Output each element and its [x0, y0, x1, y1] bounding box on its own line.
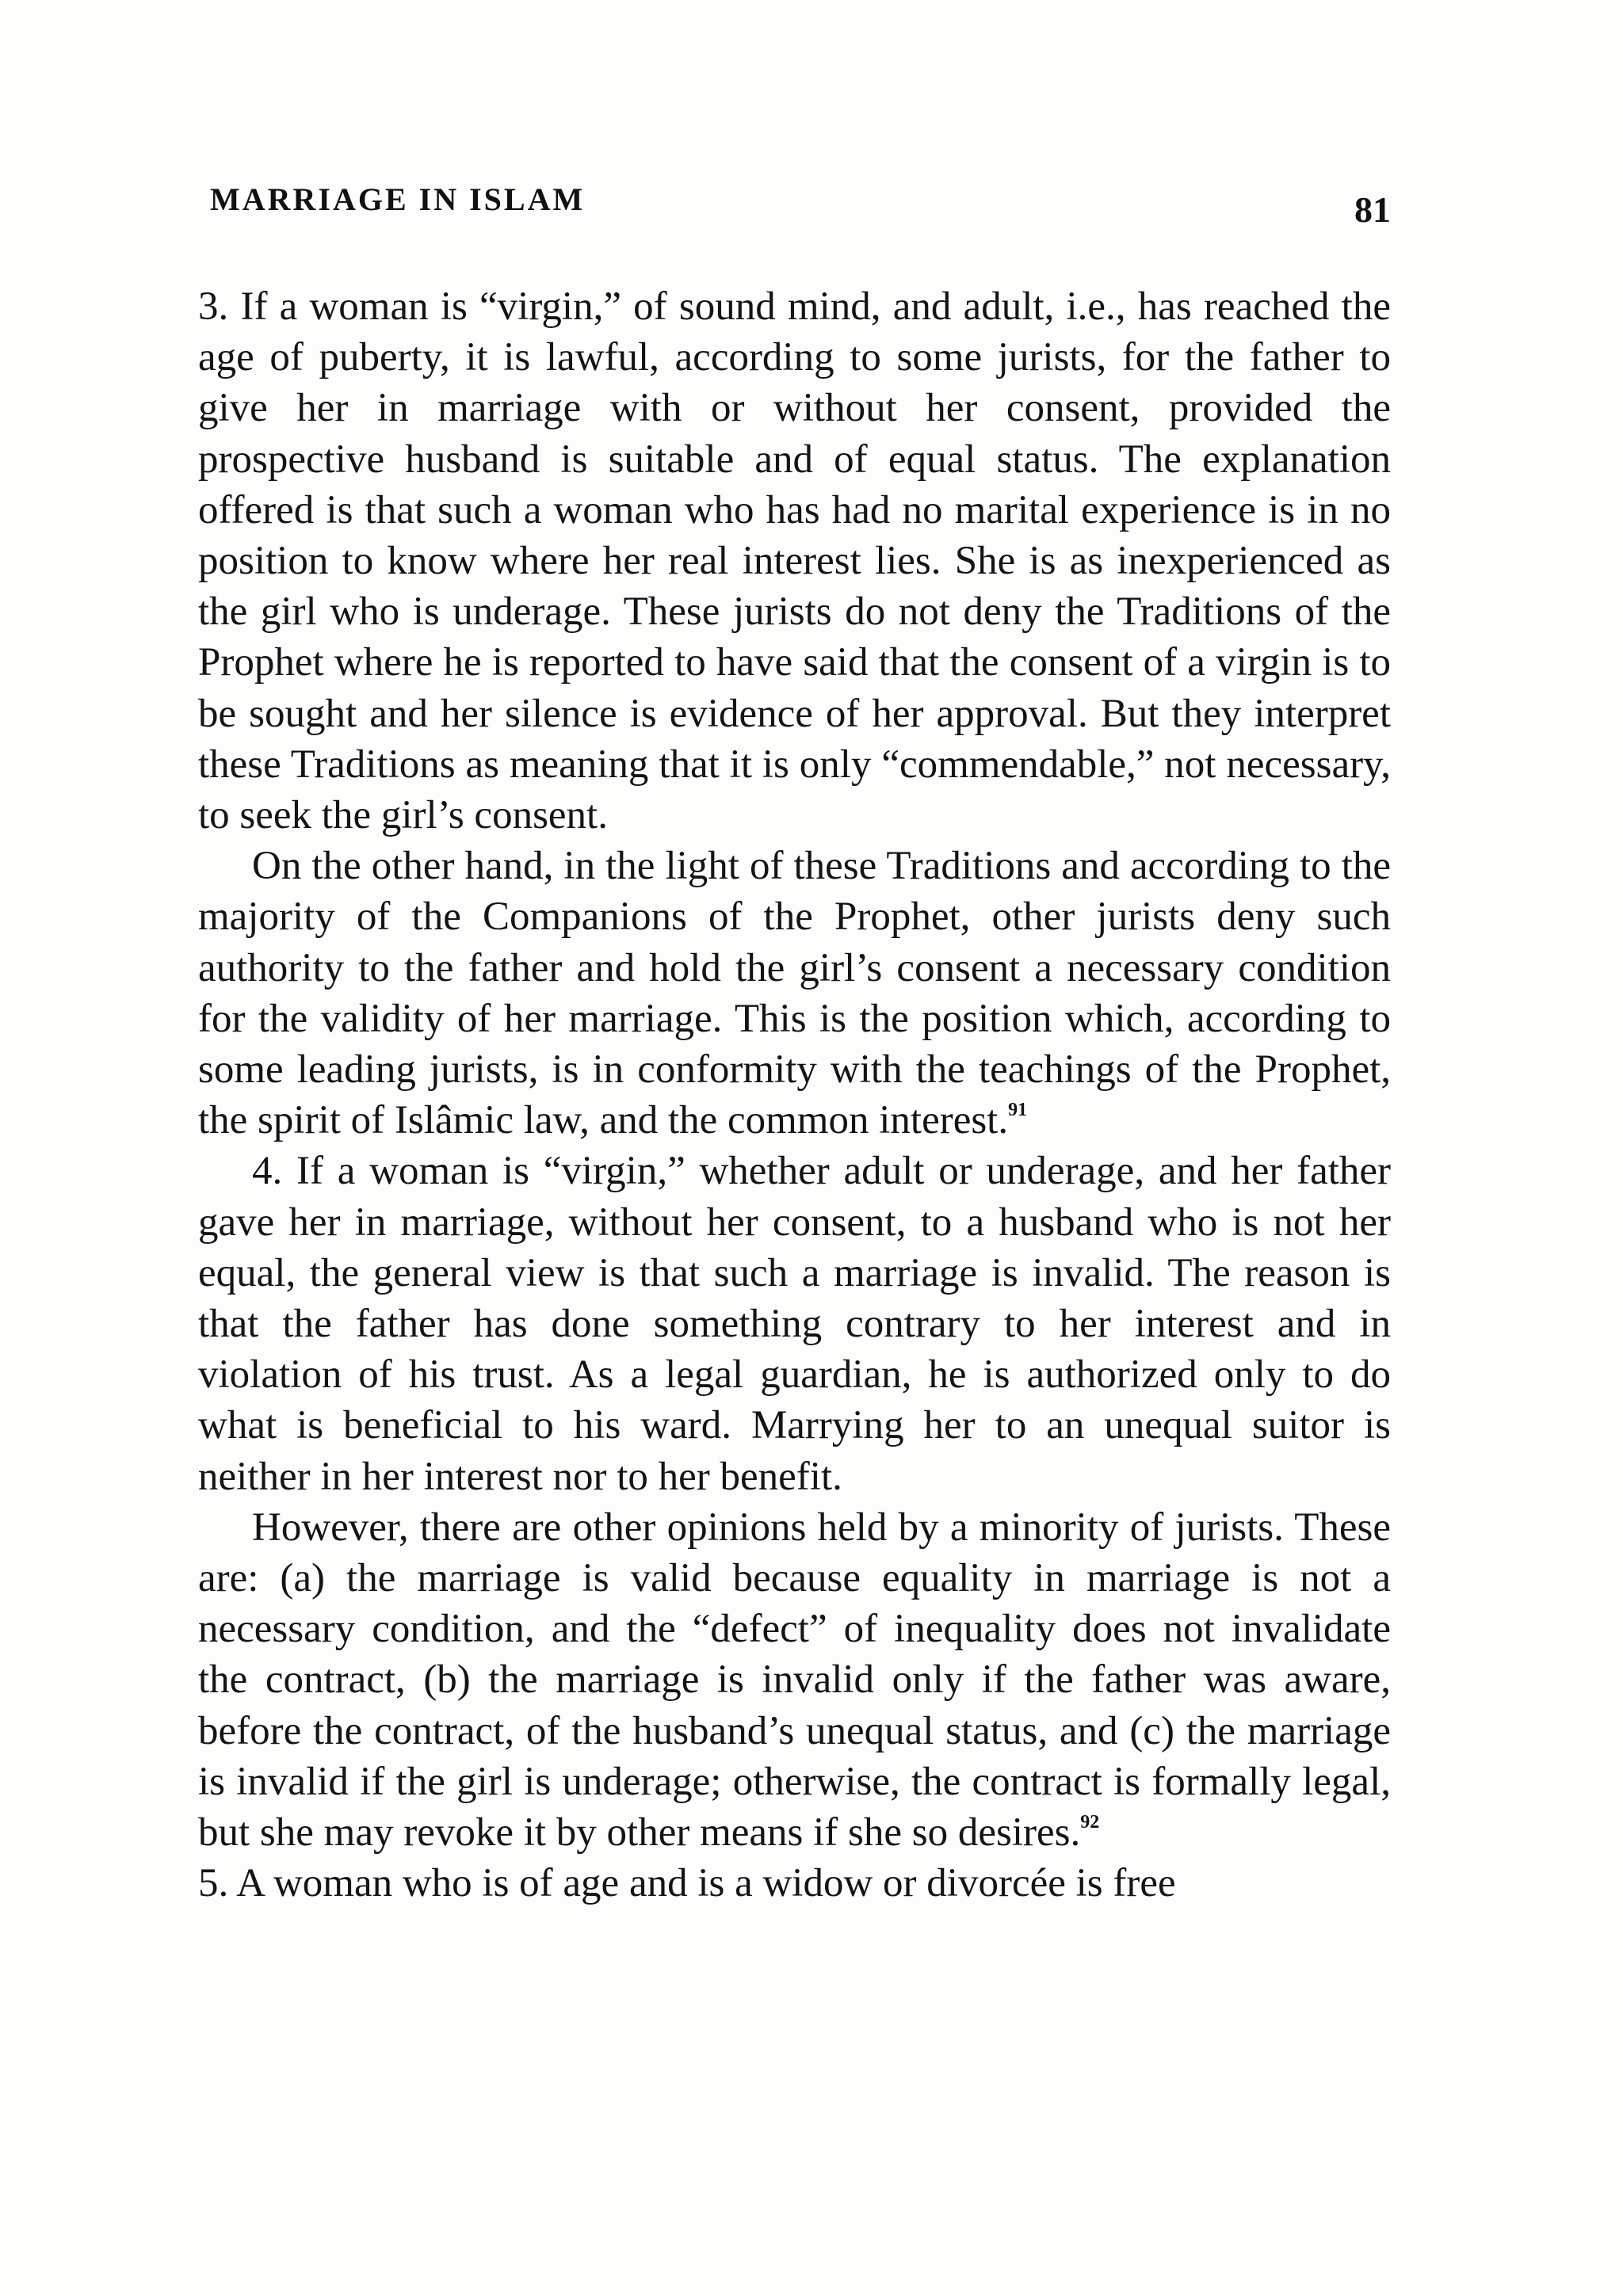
- page-number: 81: [1354, 189, 1391, 230]
- running-head: [210, 181, 1391, 236]
- running-title: MARRIAGE IN ISLAM: [210, 181, 586, 217]
- paragraph-5: [198, 1858, 1391, 1909]
- paragraph-however: [198, 1502, 1391, 1858]
- paragraph-however-text: However, there are other opinions held by a minority of jurists. These are: (a) the marriage is valid because equality in marriage is not a necessary condition, and the “defect” of inequality does not invalidate the contract, (b) the marriage is invalid only if the father was aware, before the contract, of the husband’s unequal status, and (c) the marriage is invalid if the girl is underage; otherwise, the contract is formally legal, but she may revoke it by other means if she so desires.: [198, 1505, 1391, 1855]
- paragraph-3-text: 3. If a woman is “virgin,” of sound mind, and adult, i.e., has reached the age of puberty, it is lawful, according to some jurists, for the father to give her in marriage with or without her consent, provided the prospective husband is suitable and of equal status. The explanation offered is that such a woman who has had no marital experience is in no position to know where her real interest lies. She is as inexperienced as the girl who is underage. These jurists do not deny the Traditions of the Prophet where he is reported to have said that the consent of a virgin is to be sought and her silence is evidence of her approval. But they interpret these Traditions as meaning that it is only “commendable,” not necessary, to seek the girl’s consent.: [198, 284, 1391, 838]
- paragraph-3: [198, 281, 1391, 841]
- footnote-ref-92: 92: [1080, 1812, 1100, 1833]
- paragraph-4: [198, 1146, 1391, 1501]
- footnote-ref-91: 91: [1008, 1100, 1028, 1121]
- paragraph-other-hand: [198, 841, 1391, 1146]
- paragraph-other-hand-text: On the other hand, in the light of these Traditions and according to the majority of the Companions of the Prophet, other jurists deny such authority to the father and hold the girl’s consent a necessary condition for the validity of her marriage. This is the position which, according to some leading jurists, is in conformity with the teachings of the Prophet, the spirit of Islâmic law, and the common interest.: [198, 844, 1391, 1143]
- paragraph-5-text: 5. A woman who is of age and is a widow or divorcée is free: [198, 1861, 1176, 1906]
- paragraph-4-text: 4. If a woman is “virgin,” whether adult or underage, and her father gave her in marriage, without her consent, to a husband who is not her equal, the general view is that such a marriage is invalid. The reason is that the father has done something contrary to her interest and in violation of his trust. As a legal guardian, he is authorized only to do what is beneficial to his ward. Marrying her to an unequal suitor is neither in her interest nor to her benefit.: [198, 1149, 1391, 1499]
- body-text: [198, 281, 1391, 1909]
